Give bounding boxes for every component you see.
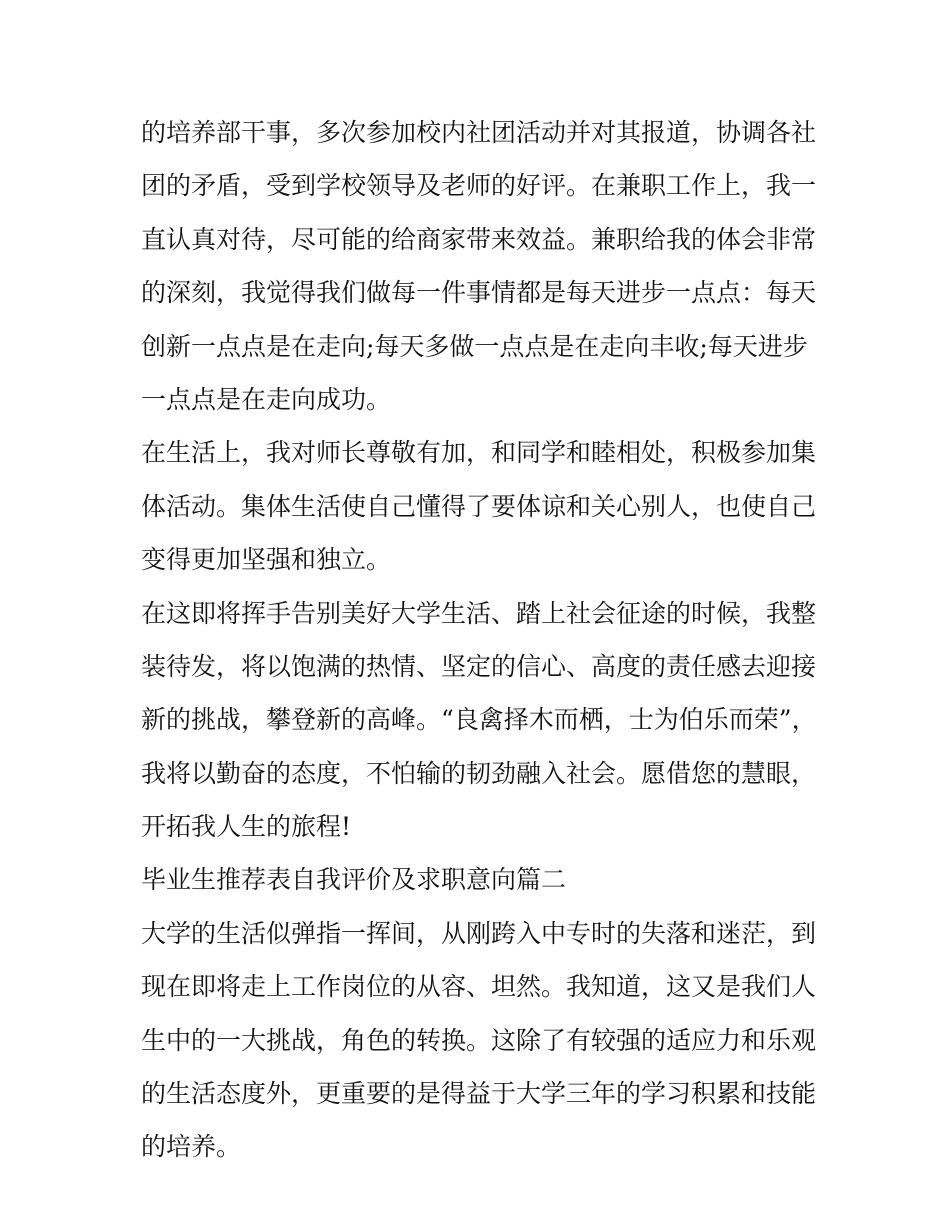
paragraph-line: 在这即将挥手告别美好大学生活、踏上社会征途的时候，我整 [141,598,817,628]
paragraph-line: 生中的一大挑战，角色的转换。这除了有较强的适应力和乐观 [141,1025,817,1055]
paragraph-line: 团的矛盾，受到学校领导及老师的好评。在兼职工作上，我一 [141,171,817,201]
paragraph-line: 装待发，将以饱满的热情、坚定的信心、高度的责任感去迎接 [141,651,817,681]
paragraph-line: 的深刻，我觉得我们做每一件事情都是每天进步一点点：每天 [141,278,817,308]
paragraph-line: 的生活态度外，更重要的是得益于大学三年的学习积累和技能 [141,1079,817,1109]
paragraph-line: 开拓我人生的旅程! [141,812,352,842]
paragraph-line: 新的挑战，攀登新的高峰。“良禽择木而栖，士为伯乐而荣”， [141,705,817,735]
paragraph-line: 创新一点点是在走向;每天多做一点点是在走向丰收;每天进步 [141,331,808,361]
paragraph-line: 在生活上，我对师长尊敬有加，和同学和睦相处，积极参加集 [141,438,817,468]
paragraph-line: 变得更加坚强和独立。 [141,545,392,575]
paragraph-line: 直认真对待，尽可能的给商家带来效益。兼职给我的体会非常 [141,224,817,254]
paragraph-line: 现在即将走上工作岗位的从容、坦然。我知道，这又是我们人 [141,972,817,1002]
paragraph-line: 大学的生活似弹指一挥间，从刚跨入中专时的失落和迷茫，到 [141,918,817,948]
document-body [141,106,821,1174]
paragraph-line: 的培养。 [141,1132,242,1162]
paragraph-line: 的培养部干事，多次参加校内社团活动并对其报道，协调各社 [141,118,817,147]
paragraph-line: 我将以勤奋的态度，不怕输的韧劲融入社会。愿借您的慧眼， [141,758,817,788]
paragraph-line: 体活动。集体生活使自己懂得了要体谅和关心别人，也使自己 [141,491,817,521]
paragraph-line: 一点点是在走向成功。 [141,384,392,414]
section-heading: 毕业生推荐表自我评价及求职意向篇二 [141,865,567,895]
